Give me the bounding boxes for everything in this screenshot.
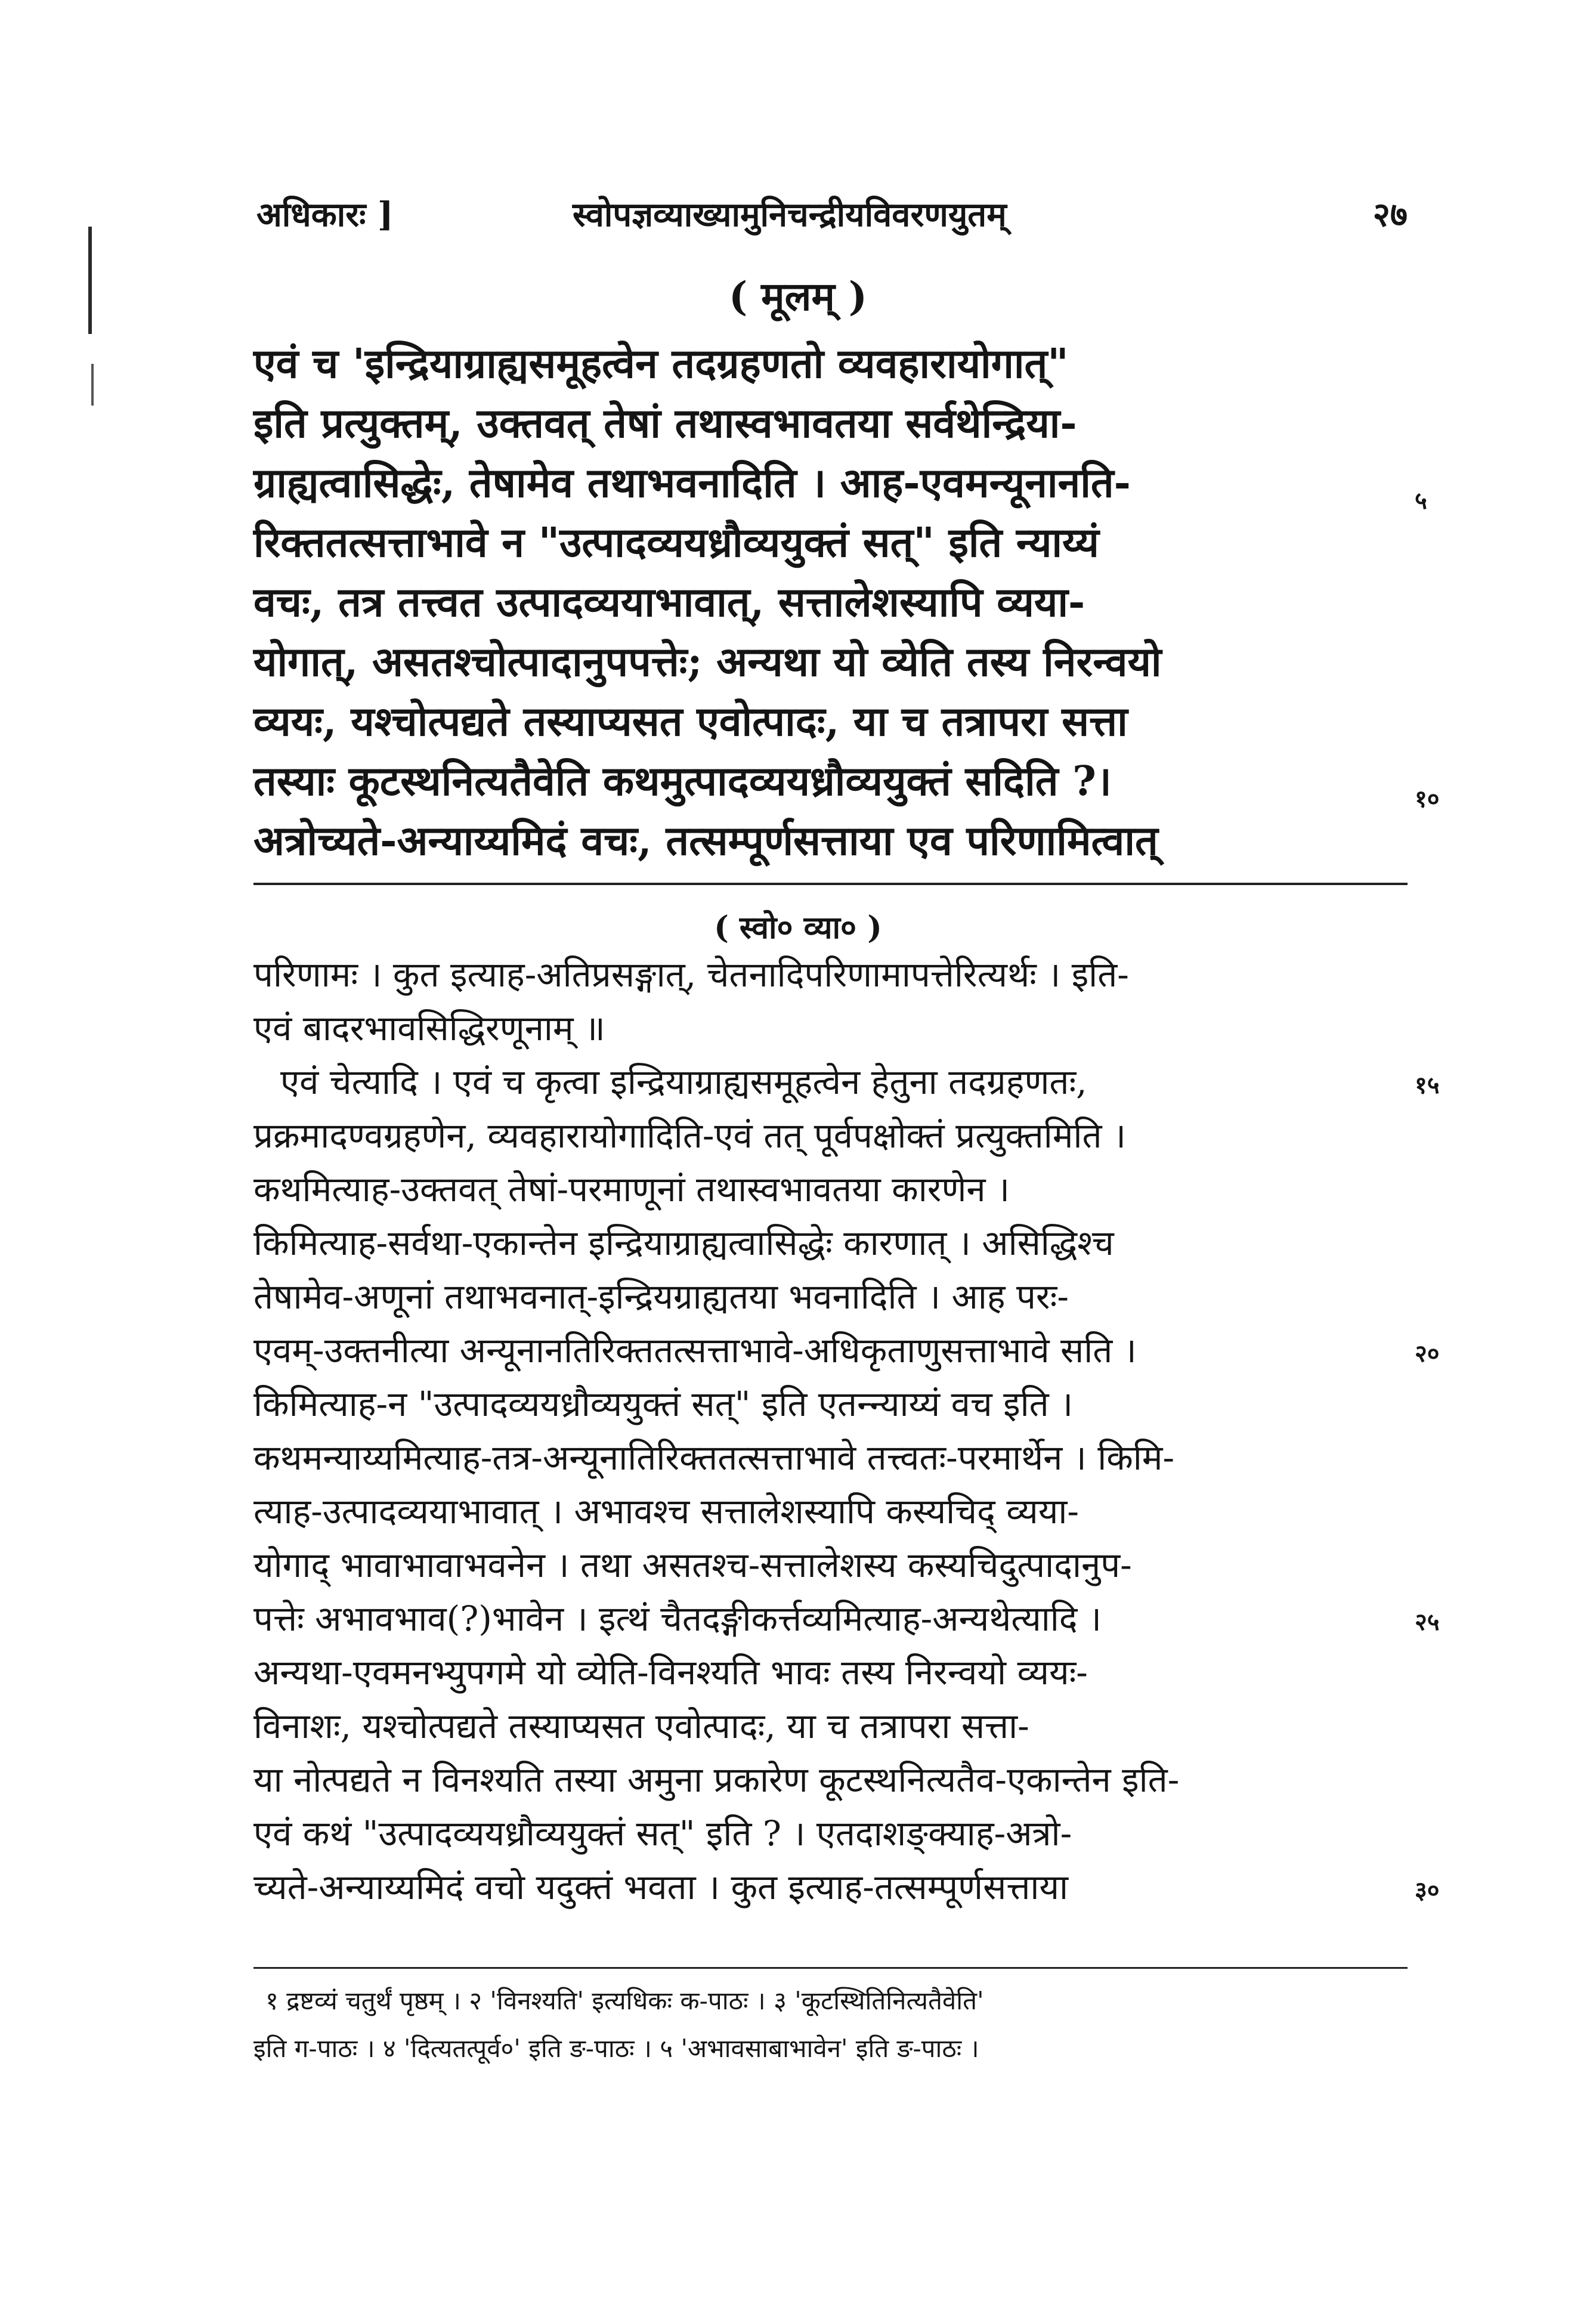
text-line: किमित्याह-न "उत्पादव्ययध्रौव्ययुक्तं सत्" इति एतन्न्याय्यं वच इति । — [253, 1384, 1074, 1424]
text-line: इति प्रत्युक्तम्, उक्तवत् तेषां तथास्वभावतया सर्वथेन्द्रिया- — [253, 400, 1077, 447]
text-line: परिणामः । कुत इत्याह-अतिप्रसङ्गात्, चेतनादिपरिणामापत्तेरित्यर्थः । इति- — [253, 954, 1129, 995]
line-number: ५ — [1415, 487, 1427, 515]
margin-mark — [91, 364, 94, 406]
text-line: च्यते-अन्याय्यमिदं वचो यदुक्तं भवता । कुत इत्याह-तत्सम्पूर्णसत्ताया — [253, 1867, 1069, 1907]
text-line: योगाद् भावाभावाभवनेन । तथा असतश्च-सत्तालेशस्य कस्यचिदुत्पादानुप- — [253, 1545, 1132, 1585]
footnote-divider — [253, 1967, 1408, 1969]
header-chapter: अधिकारः ] — [256, 195, 394, 234]
text-line: एवं च 'इन्द्रियाग्राह्यसमूहत्वेन तदग्रहणतो व्यवहारायोगात्" — [253, 340, 1069, 388]
text-line: एवं चेत्यादि । एवं च कृत्वा इन्द्रियाग्राह्यसमूहत्वेन हेतुना तदग्रहणतः, — [280, 1062, 1087, 1102]
text-line: तेषामेव-अणूनां तथाभवनात्-इन्द्रियग्राह्यतया भवनादिति । आह परः- — [253, 1276, 1069, 1317]
text-line: प्रक्रमादण्वग्रहणेन, व्यवहारायोगादिति-एवं तत् पूर्वपक्षोक्तं प्रत्युक्तमिति । — [253, 1115, 1126, 1156]
line-number: ३० — [1415, 1876, 1440, 1904]
footnote-line: इति ग-पाठः । ४ 'दित्यतत्पूर्व०' इति ङ-पाठः । ५ 'अभावसाबाभावेन' इति ङ-पाठः । — [253, 2034, 979, 2063]
text-line: किमित्याह-सर्वथा-एकान्तेन इन्द्रियाग्राह्यत्वासिद्धेः कारणात् । असिद्धिश्च — [253, 1223, 1114, 1263]
text-line: एवं बादरभावसिद्धिरणूनाम् ॥ — [253, 1008, 605, 1049]
text-line: योगात्, असतश्चोत्पादानुपपत्तेः; अन्यथा यो व्येति तस्य निरन्वयो — [253, 638, 1162, 686]
text-line: वचः, तत्र तत्त्वत उत्पादव्ययाभावात्, सत्तालेशस्यापि व्यया- — [253, 579, 1085, 626]
text-line: कथमन्याय्यमित्याह-तत्र-अन्यूनातिरिक्ततत्सत्ताभावे तत्त्वतः-परमार्थेन । किमि- — [253, 1437, 1175, 1478]
page-number: २७ — [1372, 195, 1408, 234]
text-line: कथमित्याह-उक्तवत् तेषां-परमाणूनां तथास्वभावतया कारणेन । — [253, 1169, 1010, 1210]
text-line: विनाशः, यश्चोत्पद्यते तस्याप्यसत एवोत्पादः, या च तत्रापरा सत्ता- — [253, 1706, 1029, 1746]
text-line: एवं कथं "उत्पादव्ययध्रौव्ययुक्तं सत्" इति ? । एतदाशङ्क्याह-अत्रो- — [253, 1813, 1072, 1854]
header-title: स्वोपज्ञव्याख्यामुनिचन्द्रीयविवरणयुतम् — [573, 195, 1007, 234]
text-line: एवम्-उक्तनीत्या अन्यूनानतिरिक्ततत्सत्ताभावे-अधिकृताणुसत्ताभावे सति । — [253, 1330, 1137, 1371]
text-line: रिक्ततत्सत्ताभावे न "उत्पादव्ययध्रौव्ययुक्तं सत्" इति न्याय्यं — [253, 519, 1099, 567]
mula-heading: ( मूलम् ) — [728, 273, 868, 320]
text-line: ग्राह्यत्वासिद्धेः, तेषामेव तथाभवनादिति । आह-एवमन्यूनानति- — [253, 459, 1131, 507]
text-line: अत्रोच्यते-अन्याय्यमिदं वचः, तत्सम्पूर्णसत्ताया एव परिणामित्वात् — [253, 817, 1158, 865]
text-line: पत्तेः अभावभाव(?)भावेन । इत्थं चैतदङ्गीकर्त्तव्यमित्याह-अन्यथेत्यादि । — [253, 1598, 1102, 1639]
line-number: १० — [1415, 785, 1440, 813]
line-number: २५ — [1415, 1608, 1440, 1636]
text-line: अन्यथा-एवमनभ्युपगमे यो व्येति-विनश्यति भावः तस्य निरन्वयो व्ययः- — [253, 1652, 1088, 1693]
section-divider — [253, 883, 1408, 885]
text-line: त्याह-उत्पादव्ययाभावात् । अभावश्च सत्तालेशस्यापि कस्यचिद् व्यया- — [253, 1491, 1080, 1532]
text-line: या नोत्पद्यते न विनश्यति तस्या अमुना प्रकारेण कूटस्थनित्यतैव-एकान्तेन इति- — [253, 1759, 1180, 1800]
running-header — [256, 191, 1408, 239]
text-line: तस्याः कूटस्थनित्यतैवेति कथमुत्पादव्ययध्रौव्ययुक्तं सदिति ?। — [253, 757, 1112, 805]
vyakhya-heading: ( स्वो० व्या० ) — [714, 910, 882, 946]
line-number: १५ — [1415, 1071, 1440, 1099]
line-number: २० — [1415, 1340, 1440, 1368]
footnote-line: १ द्रष्टव्यं चतुर्थं पृष्ठम् । २ 'विनश्यति' इत्यधिकः क-पाठः । ३ 'कूटस्थितिनित्यतैवेति' — [265, 1986, 984, 2015]
text-line: व्ययः, यश्चोत्पद्यते तस्याप्यसत एवोत्पादः, या च तत्रापरा सत्ता — [253, 698, 1128, 746]
